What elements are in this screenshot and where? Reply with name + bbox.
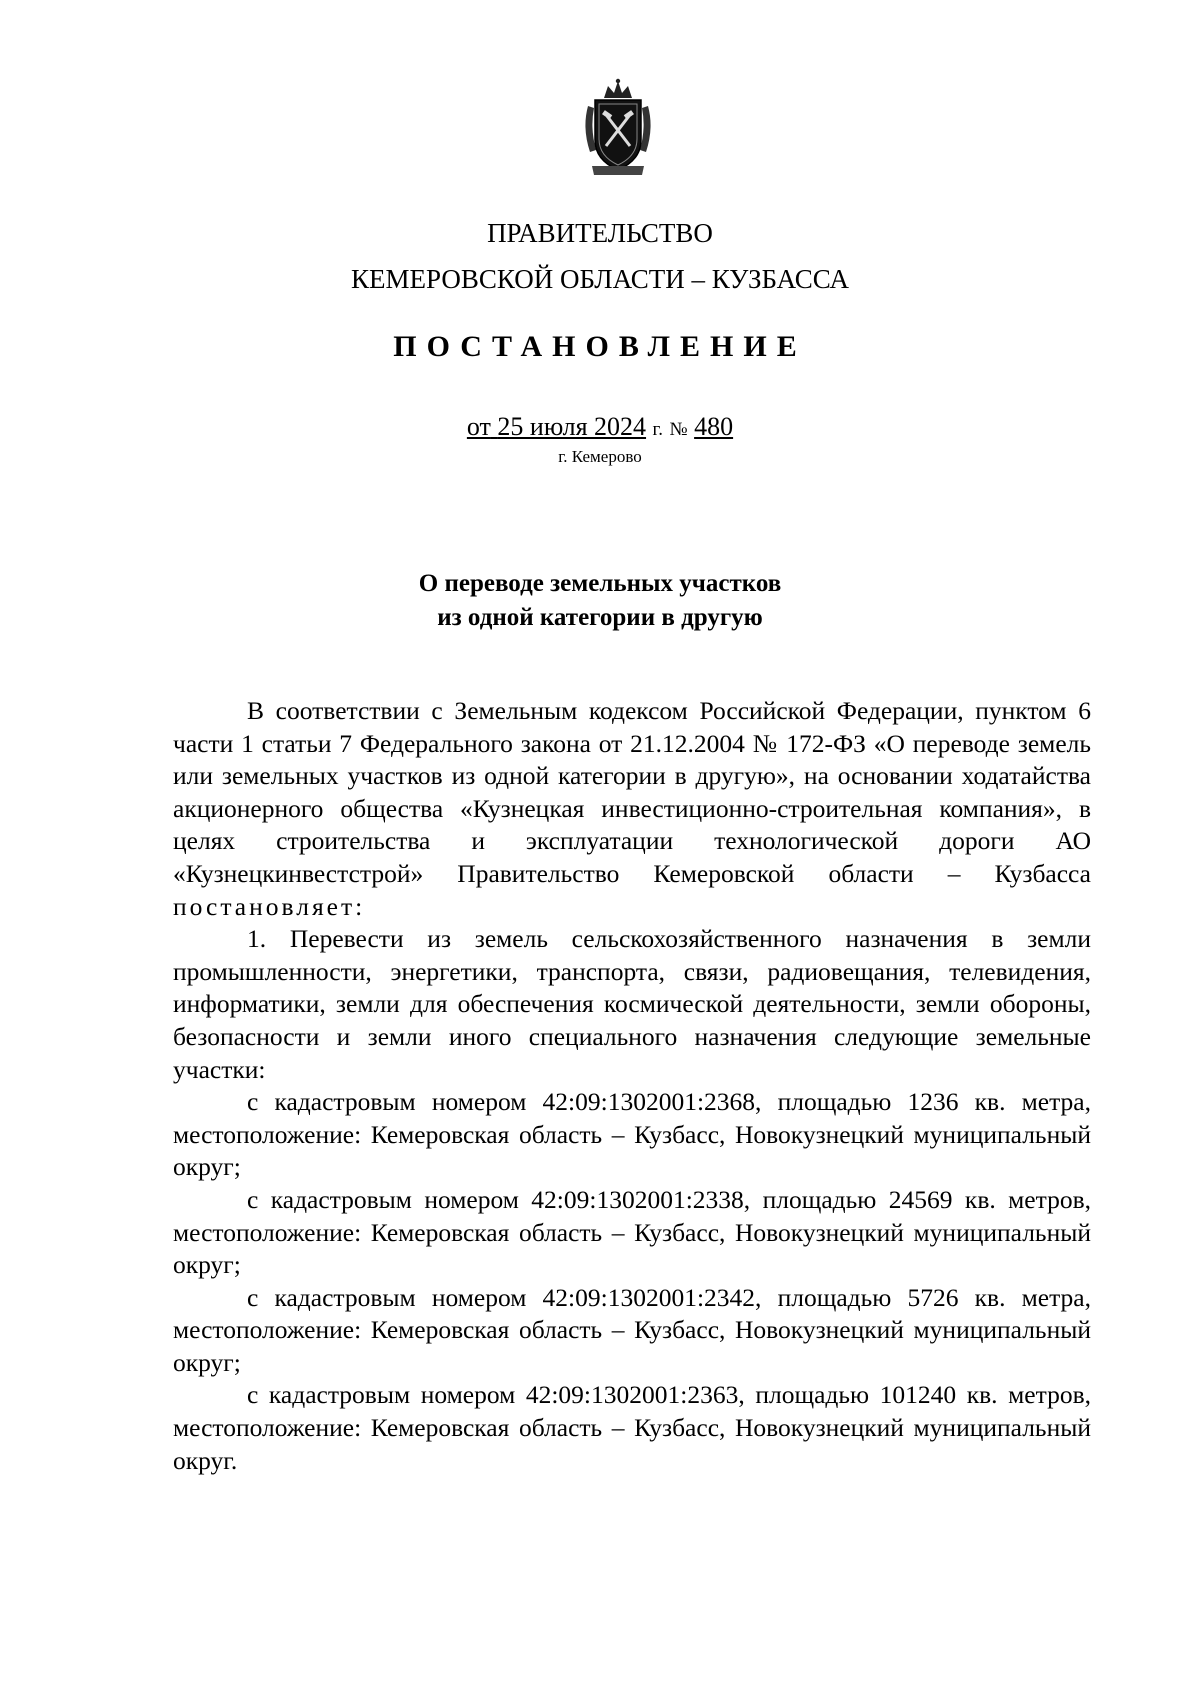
city-name: г. Кемерово <box>558 447 642 466</box>
year-suffix: г. <box>652 419 663 440</box>
number-sign: № <box>669 419 688 440</box>
document-body <box>173 695 1091 1477</box>
parcel-paragraph: с кадастровым номером 42:09:1302001:2338, площадью 24569 кв. метров, местоположение: Кемеровская область – Кузбасс, Новокузнецкий муниципальный округ; <box>173 1184 1091 1280</box>
date-number-line <box>0 412 1200 442</box>
preamble-verb: постановляет <box>173 891 356 921</box>
document-date: 25 июля 2024 <box>497 412 647 441</box>
government-name-line1: ПРАВИТЕЛЬСТВО <box>487 218 713 248</box>
document-type-heading: ПОСТАНОВЛЕНИЕ <box>393 330 807 363</box>
preamble-text: В соответствии с Земельным кодексом Российской Федерации, пунктом 6 части 1 статьи 7 Федерального закона от 21.12.2004 № 172-ФЗ «О переводе земель или земельных участков из одной категории в другую», на основании ходатайства акционерного общества «Кузнецкая инвестиционно-строительная компания», в целях строительства и эксплуатации технологической дороги АО «Кузнецкинвестстрой» Правительство Кемеровской области – Кузбасса <box>173 696 1091 888</box>
parcel-paragraph: с кадастровым номером 42:09:1302001:2363, площадью 101240 кв. метров, местоположение: Кемеровская область – Кузбасс, Новокузнецкий муниципальный округ. <box>173 1380 1091 1475</box>
coat-of-arms-emblem <box>578 78 658 178</box>
date-prefix: от <box>466 412 491 441</box>
item-1-paragraph: 1. Перевести из земель сельскохозяйственного назначения в земли промышленности, энергетики, транспорта, связи, радиовещания, телевидения, информатики, земли для обеспечения космической деятельности, земли обороны, безопасности и земли иного специального назначения следующие земельные участки: <box>173 924 1091 1084</box>
preamble-paragraph <box>173 695 1091 923</box>
parcel-paragraph: с кадастровым номером 42:09:1302001:2342, площадью 5726 кв. метра, местоположение: Кемеровская область – Кузбасс, Новокузнецкий муниципальный округ; <box>173 1282 1091 1377</box>
document-number: 480 <box>694 412 734 441</box>
document-title-line2: из одной категории в другую <box>437 604 763 631</box>
government-name-line2: КЕМЕРОВСКОЙ ОБЛАСТИ – КУЗБАССА <box>351 264 849 294</box>
parcel-paragraph: с кадастровым номером 42:09:1302001:2368, площадью 1236 кв. метра, местоположение: Кемеровская область – Кузбасс, Новокузнецкий муниципальный округ; <box>173 1087 1091 1182</box>
document-title-line1: О переводе земельных участков <box>418 570 782 597</box>
preamble-colon: : <box>355 891 363 921</box>
